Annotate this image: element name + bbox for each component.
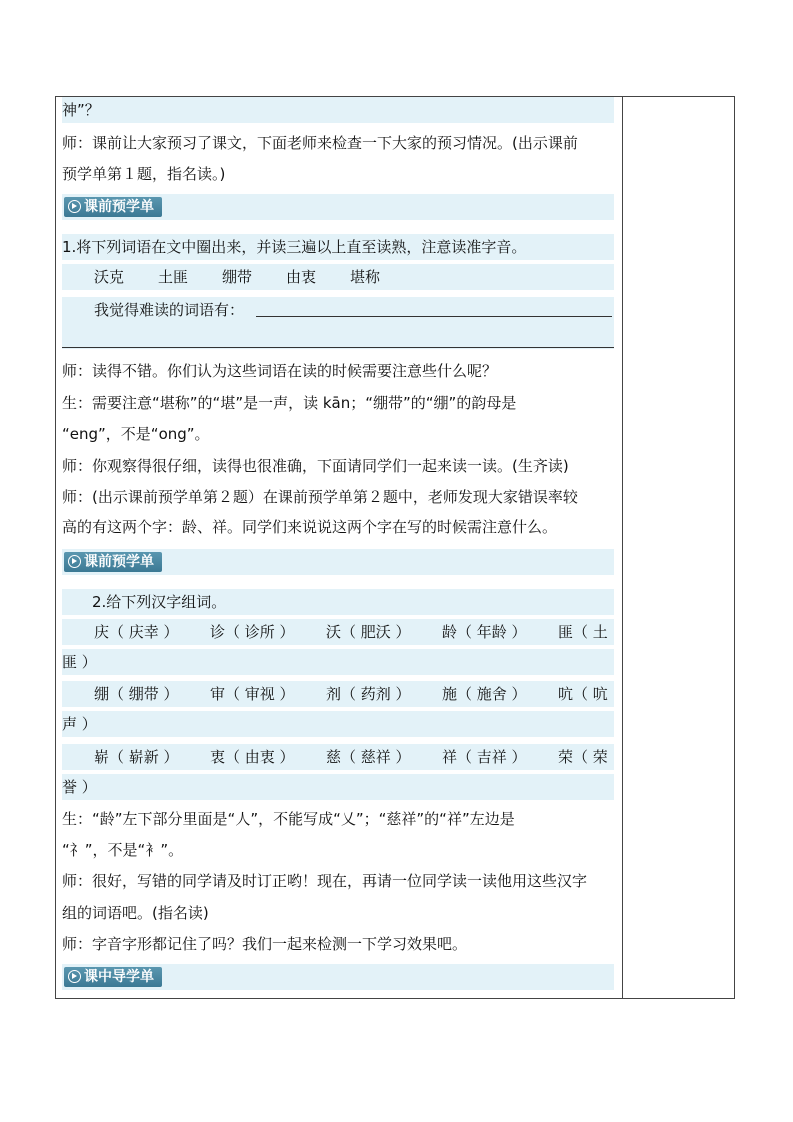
word-item: 吭（ 吭 [558, 685, 608, 703]
word-item: 龄（ 年龄 ） [442, 623, 527, 641]
word: 由衷 [286, 268, 317, 286]
answer-area [62, 323, 614, 349]
answer-line [256, 316, 612, 317]
word-item: 崭（ 崭新 ） [94, 748, 179, 766]
exercise-instruction: 1.将下列词语在文中圈出来，并读三遍以上直至读熟，注意读准字音。 [62, 234, 614, 260]
text-line: 生：需要注意“堪称”的“堪”是一声，读 kān；“绷带”的“绷”的韵母是 [62, 394, 517, 412]
instruction-text: 2.给下列汉字组词。 [92, 593, 227, 611]
text-line: 神”？ [62, 97, 614, 123]
word-item: 庆（ 庆幸 ） [94, 623, 179, 641]
section-title: 课前预学单 [84, 554, 154, 570]
column-divider [622, 96, 623, 999]
section-title: 课前预学单 [84, 199, 154, 215]
section-banner [62, 194, 614, 220]
word-item: 审（ 审视 ） [210, 685, 295, 703]
word-item: 荣（ 荣 [558, 748, 608, 766]
answer-line [62, 347, 614, 348]
word-row [62, 744, 614, 770]
section-banner [62, 549, 614, 575]
word-item: 祥（ 吉祥 ） [442, 748, 527, 766]
word-item: 施（ 施舍 ） [442, 685, 527, 703]
word-item: 诊（ 诊所 ） [210, 623, 295, 641]
word-row-cont: 匪 ） [62, 649, 614, 675]
text-line: 师：很好，写错的同学请及时订正哟！现在，再请一位同学读一读他用这些汉字 [62, 872, 588, 890]
play-circle-icon [68, 970, 81, 983]
word-item: 慈（ 慈祥 ） [326, 748, 411, 766]
section-banner [62, 964, 614, 990]
text-line: 师：字音字形都记住了吗？我们一起来检测一下学习效果吧。 [62, 935, 468, 953]
word-row [62, 264, 614, 290]
text-line: “礻”，不是“衤”。 [62, 841, 184, 859]
text-line: 组的词语吧。(指名读) [62, 904, 209, 922]
section-tag [64, 967, 162, 987]
text-line: 师：你观察得很仔细，读得也很准确，下面请同学们一起来读一读。(生齐读) [62, 457, 569, 475]
section-tag [64, 552, 162, 572]
text-line: 预学单第１题，指名读。) [62, 165, 226, 183]
word-row-cont: 誉 ） [62, 774, 614, 800]
word-item: 绷（ 绷带 ） [94, 685, 179, 703]
word: 沃克 [94, 268, 125, 286]
word: 土匪 [158, 268, 189, 286]
word-item: 衷（ 由衷 ） [210, 748, 295, 766]
text-line: 师：课前让大家预习了课文，下面老师来检查一下大家的预习情况。(出示课前 [62, 134, 578, 152]
word-item: 剂（ 药剂 ） [326, 685, 411, 703]
text-line: “eng”，不是“ong”。 [62, 425, 210, 443]
word-row-cont: 声 ） [62, 711, 614, 737]
play-circle-icon [68, 555, 81, 568]
section-tag [64, 197, 162, 217]
play-circle-icon [68, 200, 81, 213]
lesson-table [55, 96, 735, 999]
word-row [62, 619, 614, 645]
text-line: 高的有这两个字：龄、祥。同学们来说说这两个字在写的时候需注意什么。 [62, 518, 558, 536]
word-item: 沃（ 肥沃 ） [326, 623, 411, 641]
text-line: 生：“龄”左下部分里面是“人”，不能写成“乂”；“慈祥”的“祥”左边是 [62, 810, 515, 828]
text-line: 师：读得不错。你们认为这些词语在读的时候需要注意些什么呢？ [62, 362, 498, 380]
word-item: 匪（ 土 [558, 623, 608, 641]
difficult-words-label: 我觉得难读的词语有： [94, 301, 245, 319]
word: 堪称 [350, 268, 381, 286]
section-title: 课中导学单 [84, 969, 154, 985]
word-row [62, 681, 614, 707]
difficult-words-line [62, 297, 614, 323]
exercise-instruction [62, 589, 614, 615]
text-line: 师：(出示课前预学单第２题）在课前预学单第２题中，老师发现大家错误率较 [62, 488, 578, 506]
word: 绷带 [222, 268, 253, 286]
